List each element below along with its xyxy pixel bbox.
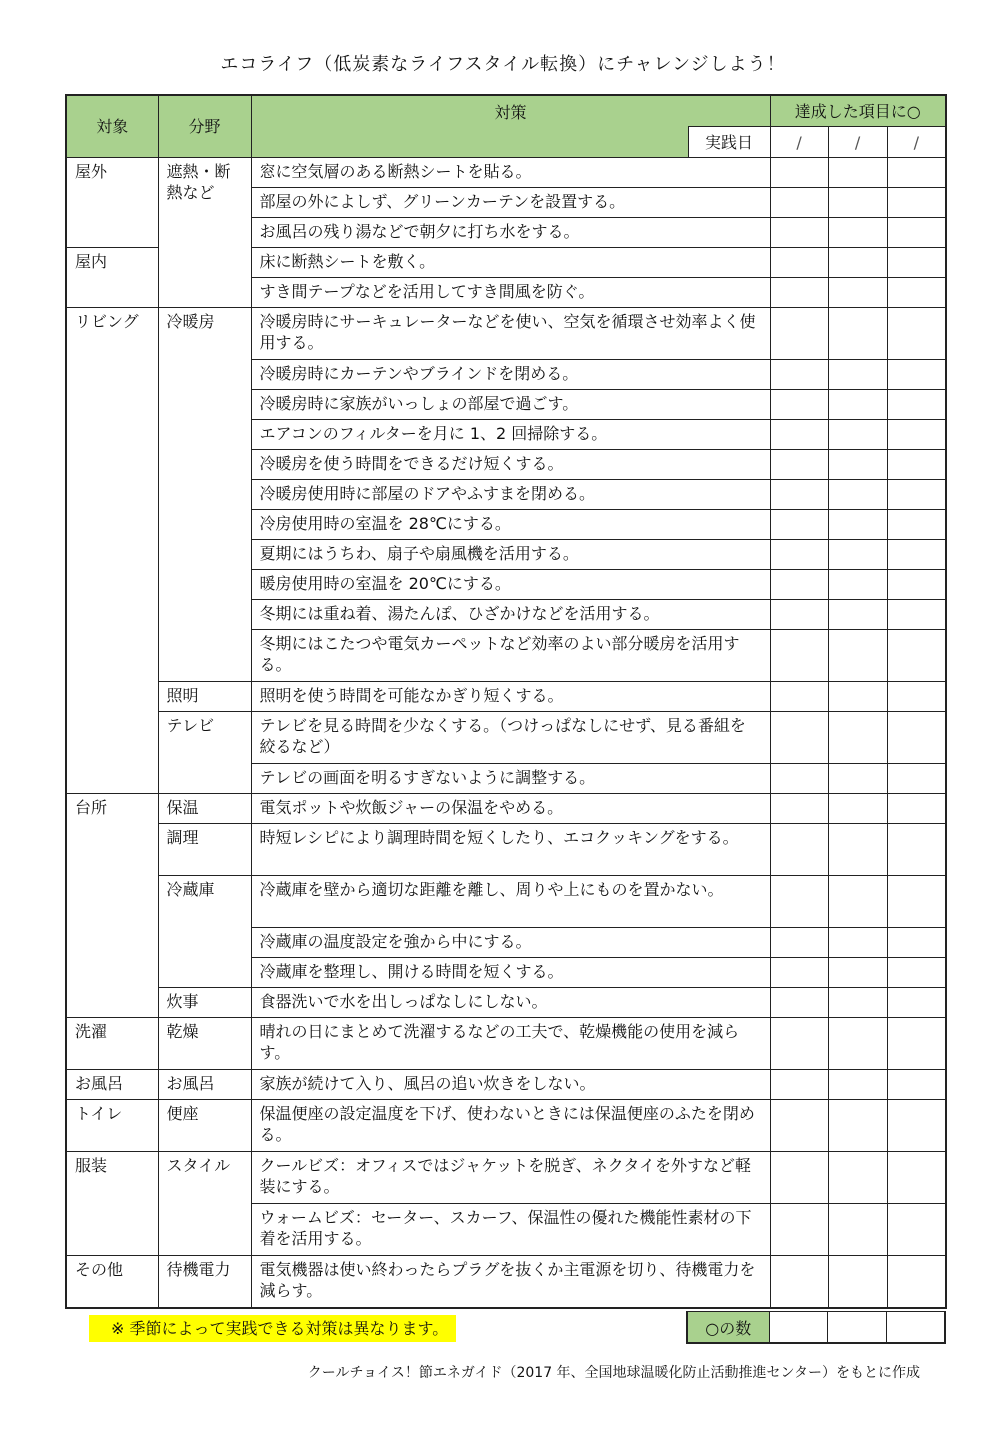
field-cell: 調理 xyxy=(158,824,251,876)
check-cell-3[interactable] xyxy=(887,218,946,248)
check-cell-2[interactable] xyxy=(828,794,887,824)
check-cell-2[interactable] xyxy=(828,600,887,630)
check-cell-1[interactable] xyxy=(770,1152,828,1204)
measure-cell: 暖房使用時の室温を 20℃にする。 xyxy=(251,570,770,600)
check-cell-3[interactable] xyxy=(887,1256,946,1308)
check-cell-3[interactable] xyxy=(887,876,946,928)
target-cell: 屋外 xyxy=(66,158,158,248)
check-cell-1[interactable] xyxy=(770,308,828,360)
header-measure-spacer xyxy=(251,127,688,158)
check-cell-1[interactable] xyxy=(770,510,828,540)
check-cell-3[interactable] xyxy=(887,1018,946,1070)
field-cell: 待機電力 xyxy=(158,1256,251,1308)
check-cell-3[interactable] xyxy=(887,1204,946,1256)
table-row xyxy=(66,988,946,1018)
check-cell-3[interactable] xyxy=(887,794,946,824)
count-cell-3[interactable] xyxy=(886,1312,945,1344)
check-cell-2[interactable] xyxy=(828,188,887,218)
measure-cell: 照明を使う時間を可能なかぎり短くする。 xyxy=(251,682,770,712)
table-row xyxy=(66,1070,946,1100)
check-cell-3[interactable] xyxy=(887,278,946,308)
check-cell-2[interactable] xyxy=(828,218,887,248)
check-cell-3[interactable] xyxy=(887,308,946,360)
check-cell-2[interactable] xyxy=(828,158,887,188)
source-credit: クールチョイス！節エネガイド（2017 年、全国地球温暖化防止活動推進センター）をもとに作成 xyxy=(307,1365,920,1381)
check-cell-1[interactable] xyxy=(770,218,828,248)
table-row xyxy=(66,1256,946,1308)
check-cell-2[interactable] xyxy=(828,988,887,1018)
measure-cell: 冬期には重ね着、湯たんぽ、ひざかけなどを活用する。 xyxy=(251,600,770,630)
measure-cell: 冷暖房時に家族がいっしょの部屋で過ごす。 xyxy=(251,390,770,420)
check-cell-1[interactable] xyxy=(770,248,828,278)
check-cell-3[interactable] xyxy=(887,1152,946,1204)
check-cell-3[interactable] xyxy=(887,480,946,510)
check-cell-3[interactable] xyxy=(887,248,946,278)
check-cell-1[interactable] xyxy=(770,360,828,390)
date-slash-2: / xyxy=(828,127,887,158)
target-cell: トイレ xyxy=(66,1100,158,1152)
check-cell-3[interactable] xyxy=(887,928,946,958)
check-cell-2[interactable] xyxy=(828,1100,887,1152)
check-cell-2[interactable] xyxy=(828,510,887,540)
header-measure: 対策 xyxy=(251,95,770,127)
check-cell-1[interactable] xyxy=(770,600,828,630)
check-cell-2[interactable] xyxy=(828,876,887,928)
measure-cell: 電気ポットや炊飯ジャーの保温をやめる。 xyxy=(251,794,770,824)
check-cell-1[interactable] xyxy=(770,1204,828,1256)
check-cell-1[interactable] xyxy=(770,420,828,450)
check-cell-2[interactable] xyxy=(828,360,887,390)
table-row xyxy=(66,1152,946,1204)
measure-cell: 冷蔵庫を壁から適切な距離を離し、周りや上にものを置かない。 xyxy=(251,876,770,928)
measure-cell: クールビズ：オフィスではジャケットを脱ぎ、ネクタイを外すなど軽装にする。 xyxy=(251,1152,770,1204)
check-cell-3[interactable] xyxy=(887,824,946,876)
check-cell-3[interactable] xyxy=(887,1100,946,1152)
check-cell-2[interactable] xyxy=(828,278,887,308)
target-cell: その他 xyxy=(66,1256,158,1308)
check-cell-2[interactable] xyxy=(828,540,887,570)
table-row xyxy=(66,1100,946,1152)
check-cell-3[interactable] xyxy=(887,390,946,420)
count-cell-2[interactable] xyxy=(827,1312,886,1344)
measure-cell: 冷房使用時の室温を 28℃にする。 xyxy=(251,510,770,540)
measure-cell: エアコンのフィルターを月に 1、2 回掃除する。 xyxy=(251,420,770,450)
measure-cell: 冷暖房時にカーテンやブラインドを閉める。 xyxy=(251,360,770,390)
field-cell: 炊事 xyxy=(158,988,251,1018)
check-cell-1[interactable] xyxy=(770,1018,828,1070)
table-row xyxy=(66,158,946,188)
check-cell-3[interactable] xyxy=(887,510,946,540)
footer-count-row xyxy=(65,1311,946,1344)
header-achieved: 達成した項目に○ xyxy=(770,95,946,127)
target-cell: お風呂 xyxy=(66,1070,158,1100)
measure-cell: 冷暖房を使う時間をできるだけ短くする。 xyxy=(251,450,770,480)
table-row xyxy=(66,1018,946,1070)
check-cell-1[interactable] xyxy=(770,876,828,928)
table-row xyxy=(66,876,946,928)
check-cell-1[interactable] xyxy=(770,988,828,1018)
check-cell-2[interactable] xyxy=(828,630,887,682)
check-cell-1[interactable] xyxy=(770,450,828,480)
header-target: 対象 xyxy=(66,95,158,158)
check-cell-3[interactable] xyxy=(887,540,946,570)
check-cell-1[interactable] xyxy=(770,958,828,988)
table-row xyxy=(66,712,946,764)
check-cell-2[interactable] xyxy=(828,570,887,600)
target-cell: 洗濯 xyxy=(66,1018,158,1070)
table-row xyxy=(66,794,946,824)
measure-cell: 家族が続けて入り、風呂の追い炊きをしない。 xyxy=(251,1070,770,1100)
check-cell-1[interactable] xyxy=(770,480,828,510)
measure-cell: テレビの画面を明るすぎないように調整する。 xyxy=(251,764,770,794)
check-cell-1[interactable] xyxy=(770,824,828,876)
target-cell: 服装 xyxy=(66,1152,158,1256)
check-cell-3[interactable] xyxy=(887,630,946,682)
check-cell-2[interactable] xyxy=(828,1018,887,1070)
field-cell: 乾燥 xyxy=(158,1018,251,1070)
check-cell-1[interactable] xyxy=(770,188,828,218)
measure-cell: お風呂の残り湯などで朝夕に打ち水をする。 xyxy=(251,218,770,248)
measure-cell: 窓に空気層のある断熱シートを貼る。 xyxy=(251,158,770,188)
check-cell-2[interactable] xyxy=(828,308,887,360)
check-cell-1[interactable] xyxy=(770,630,828,682)
check-cell-3[interactable] xyxy=(887,188,946,218)
check-cell-2[interactable] xyxy=(828,958,887,988)
check-cell-1[interactable] xyxy=(770,764,828,794)
header-field: 分野 xyxy=(158,95,251,158)
measure-cell: 保温便座の設定温度を下げ、使わないときには保温便座のふたを閉める。 xyxy=(251,1100,770,1152)
check-cell-2[interactable] xyxy=(828,682,887,712)
check-cell-2[interactable] xyxy=(828,928,887,958)
check-cell-3[interactable] xyxy=(887,570,946,600)
measure-cell: 床に断熱シートを敷く。 xyxy=(251,248,770,278)
field-cell: スタイル xyxy=(158,1152,251,1256)
measure-cell: 冷暖房使用時に部屋のドアやふすまを閉める。 xyxy=(251,480,770,510)
header-practice-day: 実践日 xyxy=(688,127,770,158)
field-cell: 便座 xyxy=(158,1100,251,1152)
table-row xyxy=(66,682,946,712)
measure-cell: 冷蔵庫の温度設定を強から中にする。 xyxy=(251,928,770,958)
field-cell: テレビ xyxy=(158,712,251,794)
check-cell-1[interactable] xyxy=(770,794,828,824)
check-cell-3[interactable] xyxy=(887,360,946,390)
table-row xyxy=(66,308,946,360)
check-cell-1[interactable] xyxy=(770,682,828,712)
check-cell-2[interactable] xyxy=(828,248,887,278)
check-cell-1[interactable] xyxy=(770,1256,828,1308)
date-slash-1: / xyxy=(770,127,828,158)
check-cell-2[interactable] xyxy=(828,1256,887,1308)
check-cell-2[interactable] xyxy=(828,712,887,764)
check-cell-1[interactable] xyxy=(770,390,828,420)
check-cell-2[interactable] xyxy=(828,1070,887,1100)
check-cell-1[interactable] xyxy=(770,278,828,308)
measure-cell: 冬期にはこたつや電気カーペットなど効率のよい部分暖房を活用する。 xyxy=(251,630,770,682)
table-row xyxy=(66,824,946,876)
check-cell-2[interactable] xyxy=(828,824,887,876)
check-cell-1[interactable] xyxy=(770,928,828,958)
measure-cell: 冷暖房時にサーキュレーターなどを使い、空気を循環させ効率よく使用する。 xyxy=(251,308,770,360)
check-cell-1[interactable] xyxy=(770,1070,828,1100)
check-cell-2[interactable] xyxy=(828,1204,887,1256)
measure-cell: ウォームビズ：セーター、スカーフ、保温性の優れた機能性素材の下着を活用する。 xyxy=(251,1204,770,1256)
check-cell-3[interactable] xyxy=(887,450,946,480)
season-note: ※ 季節によって実践できる対策は異なります。 xyxy=(89,1315,456,1342)
check-cell-2[interactable] xyxy=(828,390,887,420)
field-cell: 遮熱・断熱など xyxy=(158,158,251,308)
target-cell: 屋内 xyxy=(66,248,158,308)
measure-cell: すき間テープなどを活用してすき間風を防ぐ。 xyxy=(251,278,770,308)
count-cell-1[interactable] xyxy=(769,1312,827,1344)
measure-cell: 冷蔵庫を整理し、開ける時間を短くする。 xyxy=(251,958,770,988)
check-cell-2[interactable] xyxy=(828,764,887,794)
field-cell: 冷蔵庫 xyxy=(158,876,251,988)
target-cell: リビング xyxy=(66,308,158,794)
field-cell: 照明 xyxy=(158,682,251,712)
check-cell-1[interactable] xyxy=(770,712,828,764)
check-cell-3[interactable] xyxy=(887,158,946,188)
measure-cell: 食器洗いで水を出しっぱなしにしない。 xyxy=(251,988,770,1018)
check-cell-3[interactable] xyxy=(887,958,946,988)
check-cell-3[interactable] xyxy=(887,682,946,712)
count-label: ○の数 xyxy=(687,1312,769,1344)
measure-cell: 晴れの日にまとめて洗濯するなどの工夫で、乾燥機能の使用を減らす。 xyxy=(251,1018,770,1070)
target-cell: 台所 xyxy=(66,794,158,1018)
field-cell: 保温 xyxy=(158,794,251,824)
check-cell-3[interactable] xyxy=(887,1070,946,1100)
field-cell: 冷暖房 xyxy=(158,308,251,682)
check-cell-3[interactable] xyxy=(887,712,946,764)
check-cell-3[interactable] xyxy=(887,420,946,450)
page-title: エコライフ（低炭素なライフスタイル転換）にチャレンジしよう！ xyxy=(220,54,786,75)
measure-cell: 夏期にはうちわ、扇子や扇風機を活用する。 xyxy=(251,540,770,570)
check-cell-2[interactable] xyxy=(828,1152,887,1204)
field-cell: お風呂 xyxy=(158,1070,251,1100)
check-cell-3[interactable] xyxy=(887,764,946,794)
check-cell-1[interactable] xyxy=(770,570,828,600)
check-cell-1[interactable] xyxy=(770,158,828,188)
check-cell-3[interactable] xyxy=(887,988,946,1018)
check-cell-1[interactable] xyxy=(770,1100,828,1152)
check-cell-2[interactable] xyxy=(828,420,887,450)
check-cell-1[interactable] xyxy=(770,540,828,570)
check-cell-3[interactable] xyxy=(887,600,946,630)
measure-cell: テレビを見る時間を少なくする。（つけっぱなしにせず、見る番組を絞るなど） xyxy=(251,712,770,764)
check-cell-2[interactable] xyxy=(828,480,887,510)
check-cell-2[interactable] xyxy=(828,450,887,480)
date-slash-3: / xyxy=(887,127,946,158)
measure-cell: 時短レシピにより調理時間を短くしたり、エコクッキングをする。 xyxy=(251,824,770,876)
eco-checklist-table xyxy=(65,94,947,1309)
measure-cell: 電気機器は使い終わったらプラグを抜くか主電源を切り、待機電力を減らす。 xyxy=(251,1256,770,1308)
measure-cell: 部屋の外によしず、グリーンカーテンを設置する。 xyxy=(251,188,770,218)
